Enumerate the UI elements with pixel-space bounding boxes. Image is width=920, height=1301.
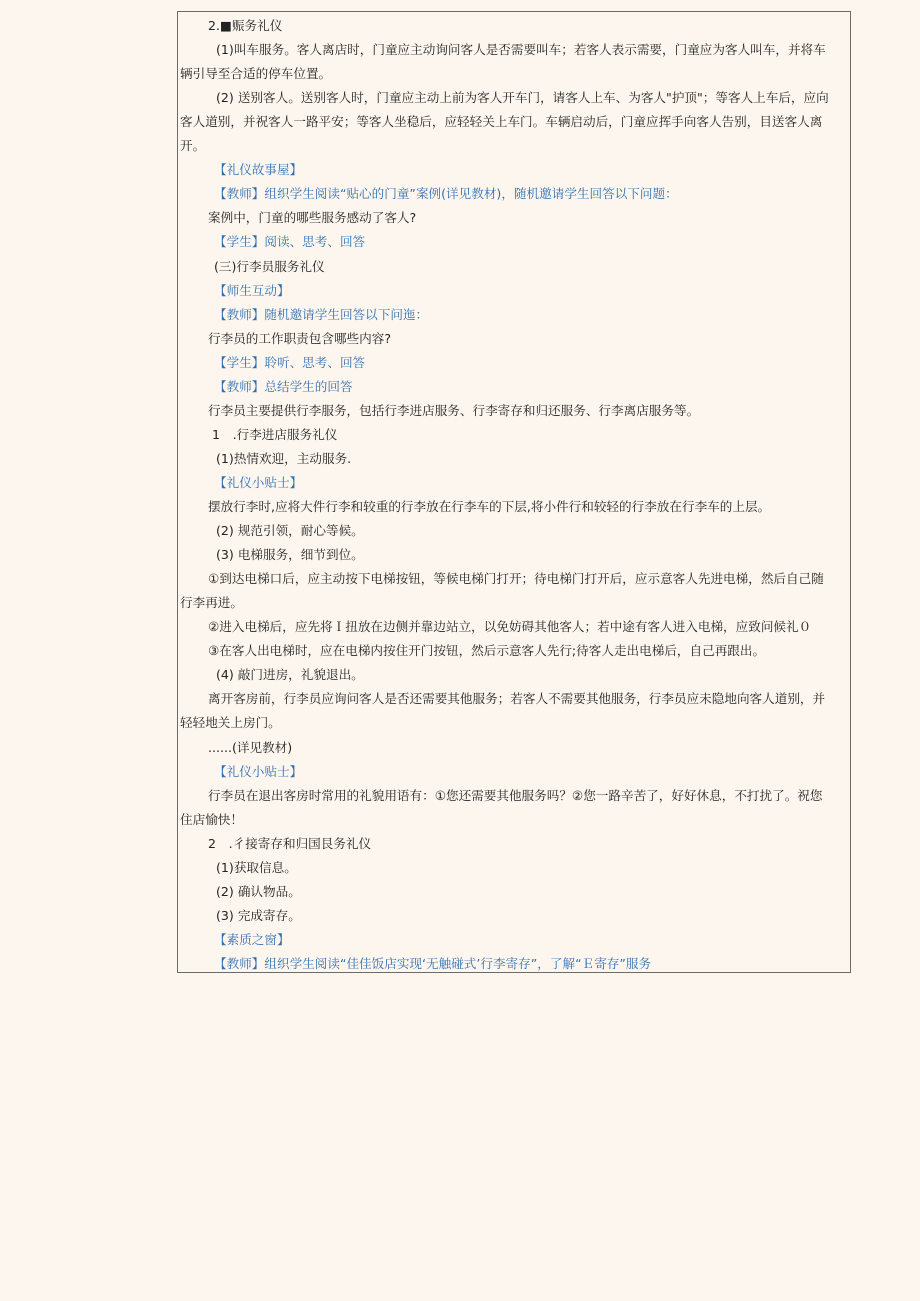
body-text-line: 离开客房前，行李员应询问客人是否还需要其他服务；若客人不需要其他服务，行李员应未隐地向客人道别，并	[208, 691, 826, 707]
teaching-note-line: 【礼仪小贴士】	[214, 474, 303, 490]
body-text-line: 2 .彳接寄存和归国艮务礼仪	[208, 835, 372, 851]
teaching-note-line: 【学生】阅读、思考、回答	[214, 234, 366, 250]
body-text-line: ①到达电梯口后，应主动按下电梯按钮，等候电梯门打开；待电梯门打开后，应示意客人先进电梯，然后自己随	[208, 571, 824, 587]
body-text-line: (2) 确认物品。	[216, 883, 301, 899]
teaching-note-line: 【教师】组织学生阅读“佳佳饭店实现‘无触碰式’行李寄存”，了解“Ｅ寄存”服务	[214, 955, 652, 971]
body-text-line: ......(详见教材)	[208, 739, 293, 755]
body-text-line: 行李员主要提供行李服务，包括行李进店服务、行李寄存和归还服务、行李离店服务等。	[208, 402, 700, 418]
body-text-line: (1)热情欢迎，主动服务.	[216, 450, 352, 466]
body-text-line: (3) 完成寄存。	[216, 907, 301, 923]
body-text-line: ③在客人出电梯时，应在电梯内按住开门按钮，然后示意客人先行;待客人走出电梯后，自己再跟出。	[208, 643, 766, 659]
teaching-note-line: 【学生】聆听、思考、回答	[214, 354, 366, 370]
teaching-note-line: 【素质之窗】	[214, 931, 290, 947]
body-text-line: (1)获取信息。	[216, 859, 297, 875]
body-text-line: (3) 电梯服务，细节到位。	[216, 547, 364, 563]
teaching-note-line: 【礼仪小贴士】	[214, 763, 303, 779]
lesson-content-box	[177, 11, 851, 973]
teaching-note-line: 【礼仪故事屋】	[214, 162, 303, 178]
body-text-line: 2.■赈务礼仪	[208, 18, 283, 33]
body-text-line: 辆引导至合适的停车位置。	[180, 66, 332, 82]
teaching-note-line: 【教师】组织学生阅读“贴心的门童”案例(详见教材)，随机邀请学生回答以下问题：	[214, 186, 678, 202]
body-text-line: 行李员在退出客房时常用的礼貌用语有：①您还需要其他服务吗？②您一路辛苦了，好好休息，不打扰了。祝您	[208, 787, 823, 803]
body-text-line: (2) 规范引领，耐心等候。	[216, 523, 364, 539]
teaching-note-line: 【师生互动】	[214, 282, 290, 298]
body-text-line: (1)叫车服务。客人离店时，门童应主动询问客人是否需要叫车；若客人表示需要，门童应为客人叫车，并将车	[216, 42, 826, 58]
body-text-line: 摆放行李时,应将大件行李和较重的行李放在行李车的下层,将小件行和较轻的行李放在行李车的上层。	[208, 499, 771, 514]
teaching-note-line: 【教师】随机邀请学生回答以下问迤：	[214, 306, 429, 322]
body-text-line: ②进入电梯后，应先将Ｉ扭放在边侧并靠边站立，以免妨碍其他客人；若中途有客人进入电梯，应致问候礼０	[208, 619, 812, 635]
body-text-line: 案例中，门童的哪些服务感动了客人?	[208, 210, 417, 226]
body-text-line: 行李员的工作职责包含哪些内容?	[208, 330, 391, 346]
body-text-line: (2) 送别客人。送别客人时，门童应主动上前为客人开车门，请客人上车、为客人"护顶"；等客人上车后，应向	[216, 90, 829, 106]
body-text-line: (4) 敲门进房，礼貌退出。	[216, 667, 364, 683]
body-text-line: 行李再进。	[180, 595, 243, 611]
body-text-line: 轻轻地关上房门。	[180, 715, 281, 731]
body-text-line: 客人道别，并祝客人一路平安；等客人坐稳后，应轻轻关上车门。车辆启动后，门童应挥手向客人告别，目送客人离	[180, 114, 823, 130]
body-text-line: 住店愉快！	[180, 811, 243, 827]
body-text-line: (三)行李员服务礼仪	[214, 258, 325, 274]
teaching-note-line: 【教师】总结学生的回答	[214, 378, 353, 394]
body-text-line: 开。	[180, 138, 206, 154]
body-text-line: 1 .行李进店服务礼仪	[212, 426, 338, 442]
